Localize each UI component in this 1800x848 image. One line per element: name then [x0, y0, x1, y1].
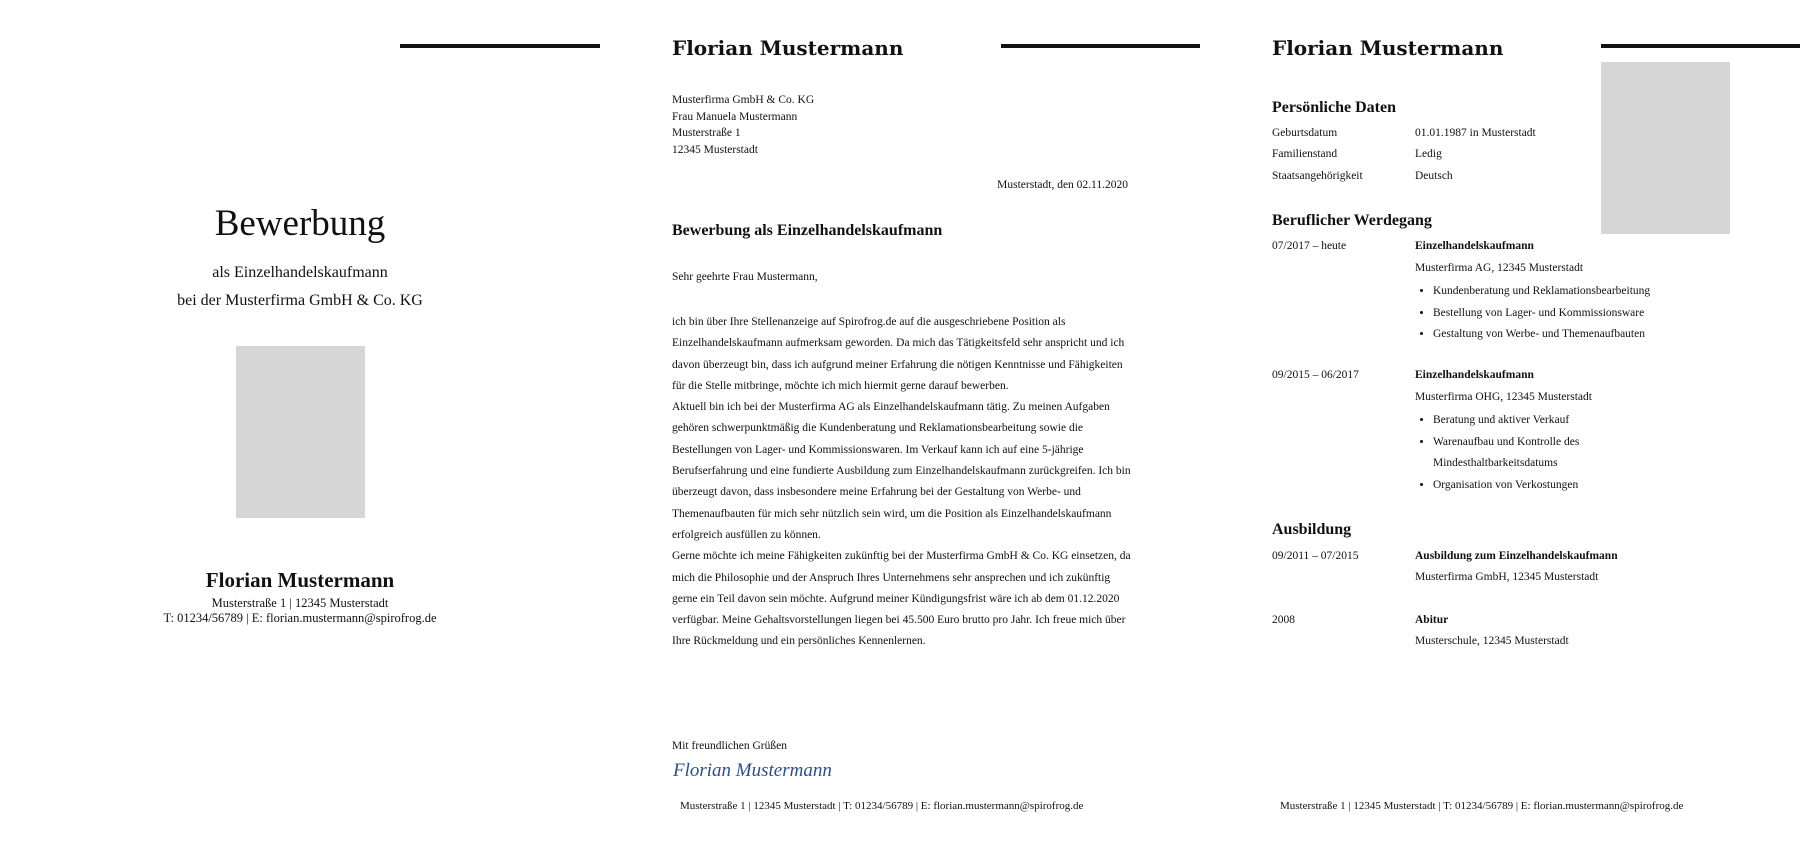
list-item: • Kundenberatung und Reklamationsbearbeitung — [1433, 281, 1650, 303]
personal-label-marital: Familienstand — [1272, 148, 1338, 160]
cv-footer: Musterstraße 1 | 12345 Musterstadt | T: 01234/56789 | E: florian.mustermann@spirofrog.de — [1280, 800, 1684, 812]
education-2-place: Musterschule, 12345 Musterstadt — [1415, 635, 1569, 647]
letter-footer: Musterstraße 1 | 12345 Musterstadt | T: 01234/56789 | E: florian.mustermann@spirofrog.de — [680, 800, 1084, 812]
cover-title: Bewerbung — [214, 203, 386, 244]
cover-subtitle-line1: als Einzelhandelskaufmann — [212, 264, 388, 281]
cover-applicant-name: Florian Mustermann — [205, 568, 395, 592]
section-education-title: Ausbildung — [1272, 521, 1352, 538]
letter-paragraph-1: ich bin über Ihre Stellenanzeige auf Spirofrog.de auf die ausgeschriebene Position als Einzelhandelskaufmann aufmerksam geworden. Da mich das Tätigkeitsfeld sehr anspricht und ich davon überzeugt bin, dass ich aufgrund meiner Erfahrung die nötigen Kenntnisse und Fähigkeiten für die Stelle mitbringe, möchte ich mich hiermit gerne darauf bewerben. — [672, 316, 1125, 392]
cv-top-rule — [1601, 44, 1800, 48]
education-2-period: 2008 — [1272, 614, 1295, 626]
career-1-period: 07/2017 – heute — [1272, 240, 1347, 252]
list-item: • Organisation von Verkostungen — [1433, 475, 1680, 497]
cover-subtitle-line2: bei der Musterfirma GmbH & Co. KG — [177, 292, 423, 309]
career-2-role: Einzelhandelskaufmann — [1415, 369, 1534, 381]
letter-sender-name: Florian Mustermann — [672, 36, 904, 60]
cover-address: Musterstraße 1 | 12345 Musterstadt — [211, 596, 389, 610]
list-item: • Bestellung von Lager- und Kommissionsware — [1433, 303, 1650, 325]
list-item: • Beratung und aktiver Verkauf — [1433, 410, 1680, 432]
personal-value-birth: 01.01.1987 in Musterstadt — [1415, 127, 1536, 139]
career-2-company: Musterfirma OHG, 12345 Musterstadt — [1415, 391, 1592, 403]
personal-value-nationality: Deutsch — [1415, 170, 1453, 182]
personal-label-birth: Geburtsdatum — [1272, 127, 1338, 139]
personal-label-nationality: Staatsangehörigkeit — [1272, 170, 1363, 182]
career-2-tasks — [1415, 410, 1680, 496]
letter-date: Musterstadt, den 02.11.2020 — [997, 179, 1128, 191]
career-1-tasks — [1415, 281, 1650, 346]
cover-photo-placeholder — [236, 346, 365, 518]
letter-paragraph-3: Gerne möchte ich meine Fähigkeiten zukünftig bei der Musterfirma GmbH & Co. KG einsetzen, da mich die Philosophie und der Anspruch Ihres Unternehmens sehr ansprechen und ich zukünftig gerne ein Teil davon sein möchte. Aufgrund meiner Kündigungsfrist wäre ich ab dem 01.12.2020 verfügbar. Meine Gehaltsvorstellungen liegen bei 45.500 Euro brutto pro Jahr. Ich freue mich über Ihre Rückmeldung und ein persönliches Kennenlernen. — [672, 550, 1131, 648]
career-1-role: Einzelhandelskaufmann — [1415, 240, 1534, 252]
education-2-role: Abitur — [1415, 614, 1449, 626]
letter-top-rule — [1001, 44, 1200, 48]
career-2-period: 09/2015 – 06/2017 — [1272, 369, 1359, 381]
personal-value-marital: Ledig — [1415, 148, 1442, 160]
recipient-city: 12345 Musterstadt — [672, 143, 758, 156]
cv-page — [1200, 0, 1800, 848]
cover-top-rule — [400, 44, 600, 48]
education-1-role: Ausbildung zum Einzelhandelskaufmann — [1415, 550, 1618, 562]
letter-closing: Mit freundlichen Grüßen — [672, 740, 787, 752]
career-1-company: Musterfirma AG, 12345 Musterstadt — [1415, 262, 1584, 274]
recipient-person: Frau Manuela Mustermann — [672, 110, 798, 123]
handwritten-signature: Florian Mustermann — [673, 760, 832, 781]
section-personal-title: Persönliche Daten — [1272, 99, 1396, 116]
education-1-period: 09/2011 – 07/2015 — [1272, 550, 1359, 562]
cv-name: Florian Mustermann — [1272, 36, 1504, 60]
section-career-title: Beruflicher Werdegang — [1272, 212, 1432, 229]
cv-photo-placeholder — [1601, 62, 1730, 234]
cover-contact: T: 01234/56789 | E: florian.mustermann@spirofrog.de — [163, 611, 437, 625]
education-1-place: Musterfirma GmbH, 12345 Musterstadt — [1415, 571, 1599, 583]
letter-paragraph-2: Aktuell bin ich bei der Musterfirma AG als Einzelhandelskaufmann tätig. Zu meinen Aufgaben gehören schwerpunktmäßig die Kundenberatung und Reklamationsbearbeitung sowie die Bestellungen von Lager- und Kommissionswaren. Im Verkauf kann ich auf eine 5-jährige Berufserfahrung und eine fundierte Ausbildung zum Einzelhandelskaufmann zurückgreifen. Ich bin überzeugt davon, dass insbesondere meine Erfahrung bei der Gestaltung von Werbe- und Themenaufbauten für mich sehr nützlich sein wird, um die Position als Einzelhandelskaufmann erfolgreich ausfüllen zu können. — [672, 401, 1131, 541]
cover-letter-page — [600, 0, 1200, 848]
letter-subject: Bewerbung als Einzelhandelskaufmann — [672, 222, 943, 239]
list-item: • Gestaltung von Werbe- und Themenaufbauten — [1433, 324, 1650, 346]
list-item: • Warenaufbau und Kontrolle des Mindesthaltbarkeitsdatums — [1433, 432, 1680, 475]
letter-body — [672, 312, 1132, 653]
recipient-company: Musterfirma GmbH & Co. KG — [672, 94, 815, 106]
recipient-address — [672, 92, 814, 158]
recipient-street: Musterstraße 1 — [672, 127, 741, 139]
cover-page — [0, 0, 600, 848]
letter-salutation: Sehr geehrte Frau Mustermann, — [672, 271, 818, 283]
